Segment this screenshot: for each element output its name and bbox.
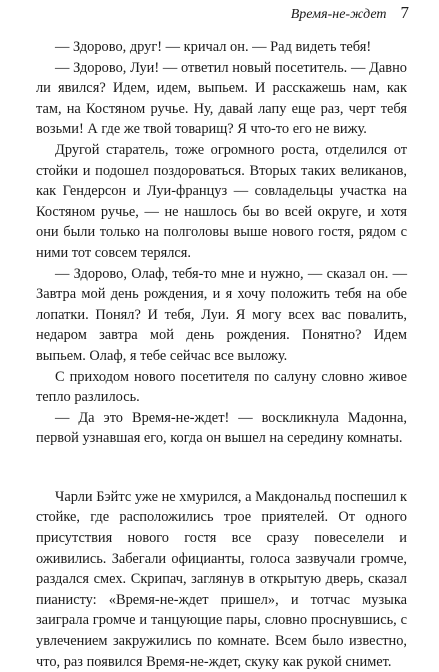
page-header: [291, 3, 409, 23]
section-break: [36, 449, 407, 487]
paragraph: С приходом нового посетителя по салуну словно живое тепло разлилось.: [36, 368, 407, 406]
paragraph: Чарли Бэйтс уже не хмурился, а Макдональд поспешил к стойке, где расположились трое приятелей. От одного присутствия нового гостя все сразу повеселели и оживились. Забегали официанты, голоса зазвучали громче, раздался смех. Скрипач, заглянув в открытую дверь, сказал пианисту: «Время-не-ждет пришел», и тотчас музыка заиграла громче и танцующие пары, словно проснувшись, с увлечением закружились по комнате. Всем было известно, что, раз появился Время-не-ждет, скуку как рукой снимет.: [36, 488, 407, 670]
running-title: Время-не-ждет: [290, 7, 387, 22]
paragraph: — Здорово, друг! — кричал он. — Рад видеть тебя!: [55, 39, 372, 55]
paragraph: — Здорово, Луи! — ответил новый посетитель. — Давно ли явился? Идем, идем, выпьем. И расскажешь нам, как там, на Костяном ручье. Ну, давай лапу еще раз, черт тебя возьми! А где же твой товарищ? Я что-то его не вижу.: [36, 59, 407, 138]
body-text: [36, 37, 407, 672]
paragraph: — Здорово, Олаф, тебя-то мне и нужно, — сказал он. — Завтра мой день рождения, и я хочу положить тебя на обе лопатки. Понял? И тебя, Луи. Я могу всех вас повалить, недаром завтра мой день рождения. Понятно? Идем выпьем. Олаф, я тебе сейчас все выложу.: [36, 265, 407, 364]
page-number: 7: [400, 3, 409, 22]
paragraph: Другой старатель, тоже огромного роста, отделился от стойки и подошел поздороваться. Вторых таких великанов, как Гендерсон и Луи-француз — совладельцы участка на Костяном ручье, — не нашлось бы во всей округе, и хотя они были только на полголовы выше нового гостя, рядом с ними тот совсем терялся.: [36, 141, 407, 261]
paragraph: — Да это Время-не-ждет! — воскликнула Мадонна, первой узнавшая его, когда он вышел на середину комнаты.: [36, 409, 407, 447]
